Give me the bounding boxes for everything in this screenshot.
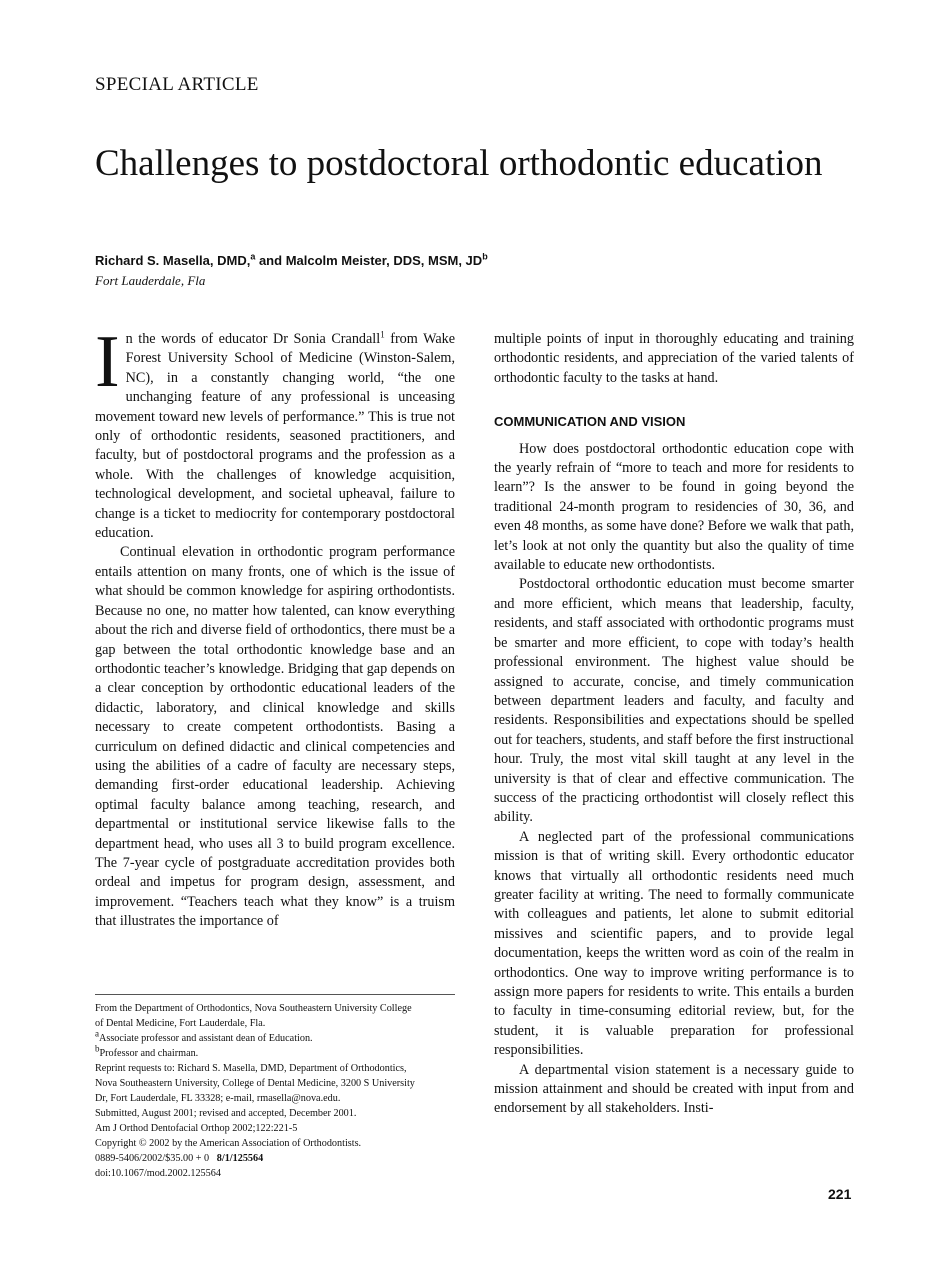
section-heading: COMMUNICATION AND VISION: [494, 414, 686, 430]
drop-cap: I: [95, 321, 120, 403]
affiliation: Fort Lauderdale, Fla: [95, 273, 206, 288]
article-title: Challenges to postdoctoral orthodontic education: [95, 143, 823, 184]
authors: [95, 253, 488, 268]
left-paragraph-1: [95, 321, 456, 543]
reference-mark: 1: [380, 329, 385, 340]
footnote-line: [95, 1151, 460, 1166]
right-paragraph-4: A departmental vision statement is a necessary guide to mission attainment and should be created with input from and endorsement by all stakeholders. Insti-: [494, 1061, 854, 1117]
footnotes: [95, 1001, 460, 1181]
left-paragraph-1-text-b: from Wake Forest University School of Medicine (Winston-Salem, NC), in a constantly changing world, “the one unchanging feature of any professional is unceasing movement toward new levels of performance.” This is true not only of orthodontic residents, seasoned practitioners, and faculty, but of postdoctoral programs and the profession as a whole. With the challenges of knowledge acquisition, technological development, and societal upheaval, failure to change is a ticket to mediocrity for contemporary postdoctoral education.: [95, 331, 456, 542]
footnote-line: [95, 1043, 460, 1061]
footnote-line: Submitted, August 2001; revised and accepted, December 2001.: [95, 1108, 357, 1119]
author-1-mark: a: [250, 251, 256, 262]
footnote-line: Reprint requests to: Richard S. Masella, DMD, Department of Orthodontics,: [95, 1063, 407, 1074]
footnote-code: 8/1/125564: [216, 1153, 264, 1164]
footnote-divider: [95, 994, 455, 995]
footnote-text: Professor and chairman.: [99, 1048, 199, 1059]
right-column: [494, 330, 854, 1119]
author-1: Richard S. Masella, DMD,: [95, 253, 251, 268]
author-2: Malcolm Meister, DDS, MSM, JD: [285, 253, 483, 268]
right-paragraph-3: A neglected part of the professional communications mission is that of writing skill. Every orthodontic educator knows that virtually all orthodontic residents need much greater facility at writing. The need to formally communicate with colleagues and patients, let alone to submit editorial missives and scientific papers, and to provide legal documentation, keeps the written word as coin of the realm in orthodontics. One way to improve writing performance is to assign more papers for residents to write. This entails a burden to faculty in time-consuming editorial review, but, for the student, it is valuable preparation for professional responsibilities.: [494, 828, 854, 1059]
left-paragraph-2: Continual elevation in orthodontic program performance entails attention on many fronts, one of which is the issue of what should be common knowledge for aspiring orthodontists. Because no one, no matter how talented, can know everything about the rich and diverse field of orthodontics, there must be a gap between the total orthodontic knowledge base and an orthodontic teacher’s knowledge. Bridging that gap depends on a clear conception by orthodontic educational leaders of the didactic, laboratory, and clinical knowledge and skills necessary to create competent orthodontists. Basing a curriculum on defined didactic and clinical competencies and using the abilities of a cadre of faculty are necessary steps, demanding first-order educational leadership. Achieving optimal faculty balance among teaching, research, and departmental or institutional service likewise falls to the department head, who uses all 3 to build program excellence. The 7-year cycle of postgraduate accreditation provides both ordeal and impetus for program design, assessment, and improvement. “Teachers teach what they know” is a truism that illustrates the importance of: [95, 544, 455, 930]
footnote-text: 0889-5406/2002/$35.00 + 0: [95, 1153, 210, 1164]
right-paragraph-2: Postdoctoral orthodontic education must become smarter and more efficient, which means that leadership, faculty, residents, and staff associated with orthodontic programs must be smarter and more efficient, to cope with today’s health professional environment. The highest value should be assigned to accurate, concise, and timely communication between department leaders and faculty, and faculty and residents. Responsibilities and expectations should be spelled out for teachers, students, and staff before the first instructional hour. Truly, the most vital skill taught at any level in the university is that of clear and effective communication. The success of the practicing orthodontist will closely reflect this ability.: [494, 576, 854, 826]
footnote-line: From the Department of Orthodontics, Nova Southeastern University College: [95, 1003, 412, 1014]
footnote-mark: b: [95, 1043, 100, 1054]
right-paragraph-0: multiple points of input in thoroughly educating and training orthodontic residents, and appreciation of the varied talents of orthodontic faculty to the tasks at hand.: [494, 331, 854, 386]
footnote-text: Associate professor and assistant dean of Education.: [99, 1033, 313, 1044]
footnote-line: doi:10.1067/mod.2002.125564: [95, 1168, 221, 1179]
section-label: SPECIAL ARTICLE: [95, 74, 259, 95]
footnote-line: Nova Southeastern University, College of Dental Medicine, 3200 S University: [95, 1078, 415, 1089]
page-number: 221: [828, 1186, 852, 1202]
footnote-line: [95, 1028, 460, 1046]
footnote-line: of Dental Medicine, Fort Lauderdale, Fla.: [95, 1018, 266, 1029]
footnote-mark: a: [95, 1028, 99, 1039]
footnote-line: Dr, Fort Lauderdale, FL 33328; e-mail, rmasella@nova.edu.: [95, 1093, 341, 1104]
left-column: [95, 321, 456, 932]
footnote-line: Copyright © 2002 by the American Association of Orthodontists.: [95, 1138, 362, 1149]
footnote-line: Am J Orthod Dentofacial Orthop 2002;122:221-5: [95, 1123, 298, 1134]
right-paragraph-1: How does postdoctoral orthodontic education cope with the yearly refrain of “more to teach and more for residents to learn”? Is the answer to be found in going beyond the traditional 24-month program to residencies of 30, 36, and even 48 months, as some have done? Before we walk that path, let’s look at not only the quantity but also the quality of time available to educate new orthodontists.: [494, 440, 854, 574]
author-2-mark: b: [482, 251, 488, 262]
author-conjunction: and: [255, 253, 286, 268]
left-paragraph-1-text-a: n the words of educator Dr Sonia Crandall: [125, 331, 381, 347]
